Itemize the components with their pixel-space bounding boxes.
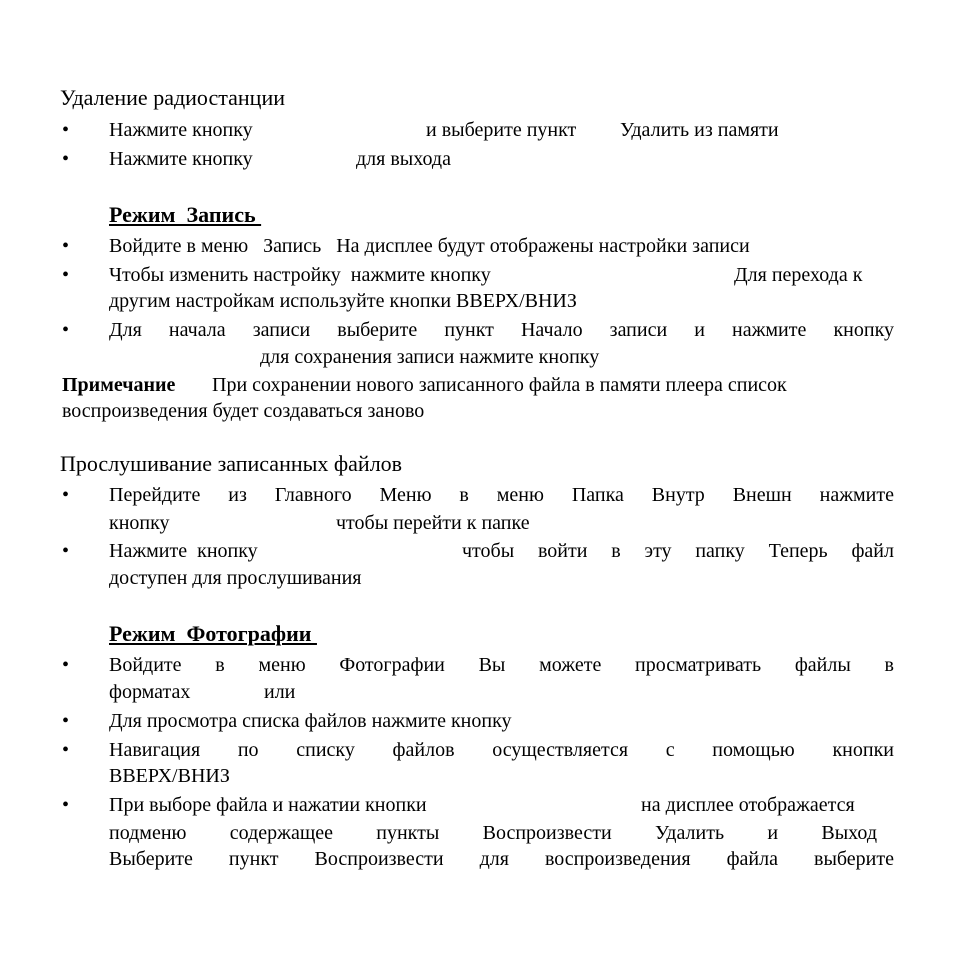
text-line: кнопку [109, 512, 170, 534]
text-line: Войдите в меню Запись На дисплее будут отображены настройки записи [109, 235, 750, 257]
heading-delete-station: Удаление радиостанции [60, 85, 285, 110]
text-line: форматах [109, 681, 191, 703]
text-line: на дисплее отображается [641, 794, 855, 816]
text-line: воспроизведения будет создаваться заново [62, 400, 425, 422]
text-line: Чтобы изменить настройку нажмите кнопку [109, 264, 491, 286]
text-line: чтобы войти в эту папку Теперь файл [462, 540, 894, 562]
text-line: Нажмите кнопку [109, 148, 253, 170]
bullet: • [62, 235, 70, 257]
heading-record-mode: Режим Запись [109, 202, 262, 227]
bullet: • [62, 710, 70, 732]
text-line: Удалить из памяти [620, 119, 779, 141]
text-line: Для просмотра списка файлов нажмите кнопку [109, 710, 512, 732]
text-line: доступен для прослушивания [109, 567, 362, 589]
bullet: • [62, 739, 70, 761]
bullet: • [62, 540, 70, 562]
text-line: или [264, 681, 296, 703]
bullet: • [62, 119, 70, 141]
text-line: Для начала записи выберите пункт Начало записи и нажмите кнопку [109, 319, 894, 341]
heading-photo-mode: Режим Фотографии [109, 621, 317, 646]
bullet: • [62, 264, 70, 286]
text-line: При выборе файла и нажатии кнопки [109, 794, 427, 816]
bullet: • [62, 148, 70, 170]
text-line: другим настройкам используйте кнопки ВВЕРХ/ВНИЗ [109, 290, 577, 312]
text-line: Нажмите кнопку [109, 119, 253, 141]
heading-listen-recorded: Прослушивание записанных файлов [60, 451, 403, 476]
text-line: Для перехода к [734, 264, 863, 286]
note-label: Примечание [62, 374, 176, 396]
text-line: При сохранении нового записанного файла в памяти плеера список [212, 374, 787, 396]
bullet: • [62, 484, 70, 506]
bullet: • [62, 794, 70, 816]
text-line: Перейдите из Главного Меню в меню Папка Внутр Внешн нажмите [109, 484, 894, 506]
bullet: • [62, 319, 70, 341]
text-line: чтобы перейти к папке [336, 512, 530, 534]
text-line: Войдите в меню Фотографии Вы можете просматривать файлы в [109, 654, 894, 676]
text-line: подменю содержащее пункты Воспроизвести Удалить и Выход [109, 822, 877, 844]
text-line: и выберите пункт [426, 119, 577, 141]
text-line: ВВЕРХ/ВНИЗ [109, 765, 230, 787]
text-line: Навигация по списку файлов осуществляется с помощью кнопки [109, 739, 894, 761]
text-line: Выберите пункт Воспроизвести для воспроизведения файла выберите [109, 848, 894, 870]
bullet: • [62, 654, 70, 676]
text-line: для выхода [356, 148, 451, 170]
text-line: Нажмите кнопку [109, 540, 258, 562]
text-line: для сохранения записи нажмите кнопку [260, 346, 600, 368]
